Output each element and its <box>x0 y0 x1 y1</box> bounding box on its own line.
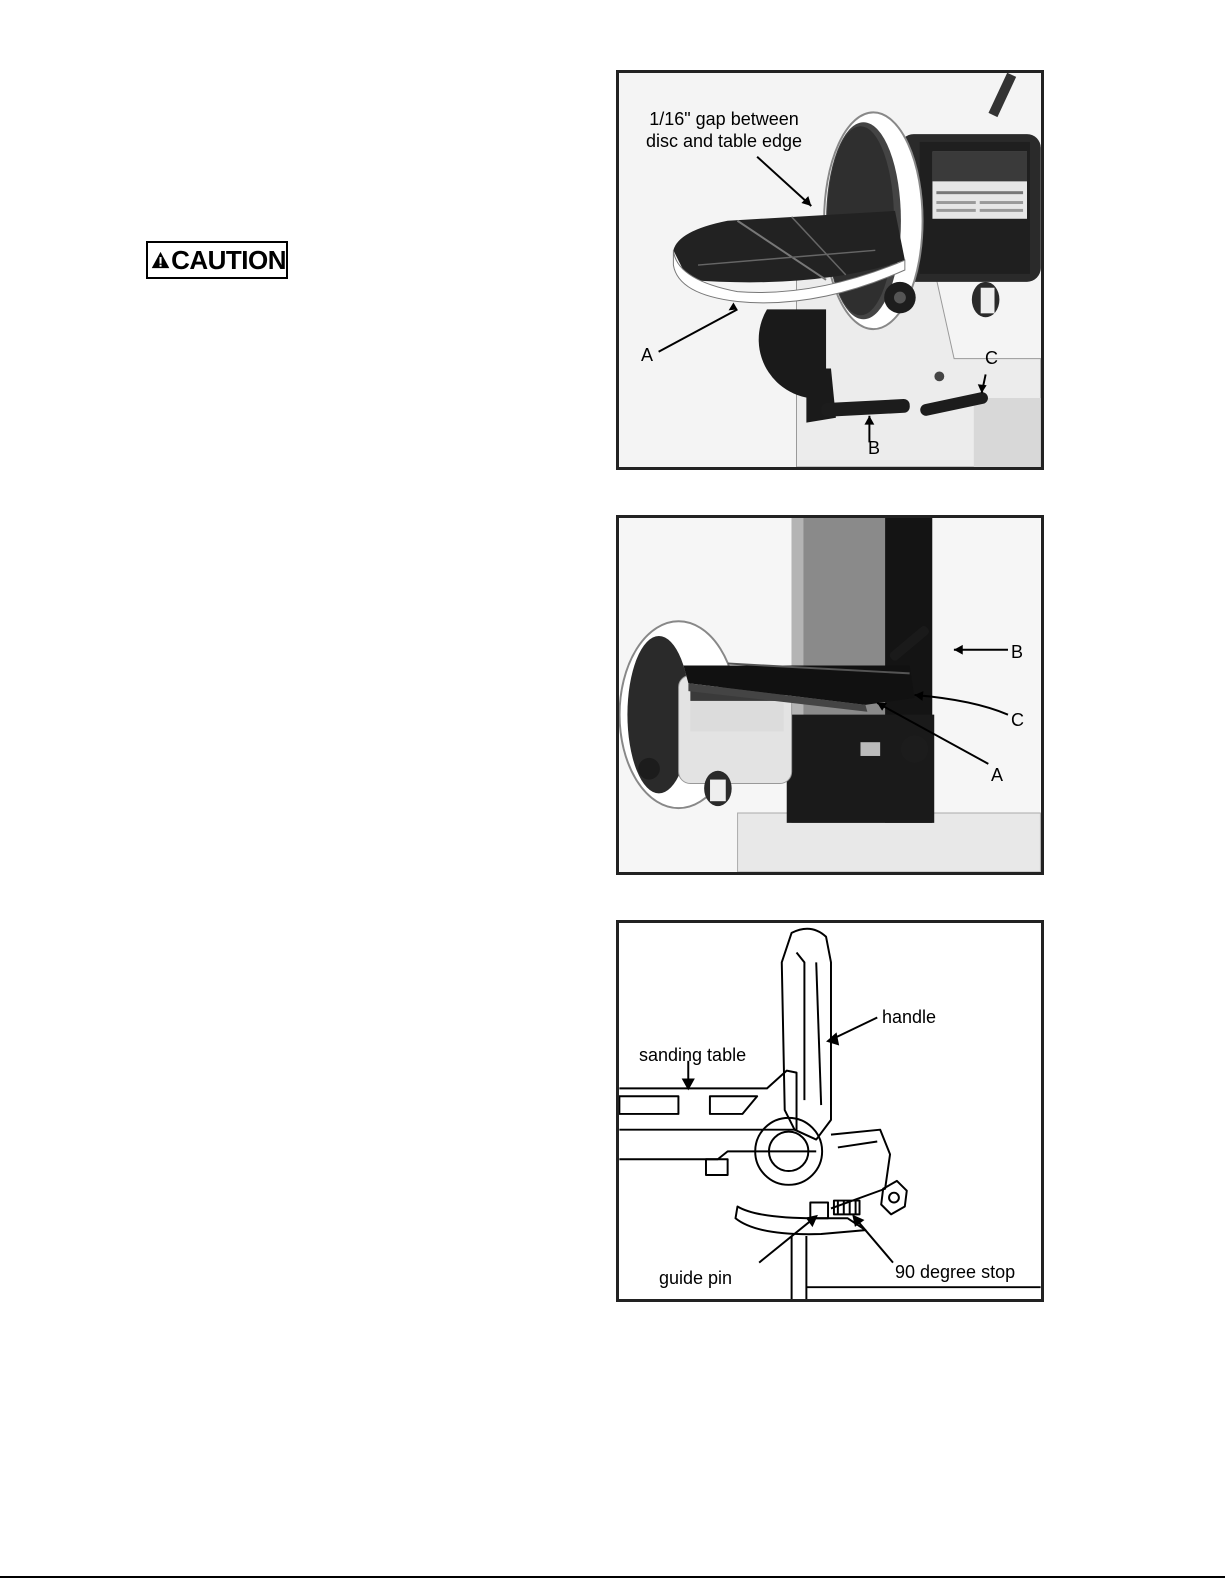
figure-90-degree-stop <box>616 920 1044 1302</box>
caution-badge <box>146 241 288 279</box>
label-90-degree-stop: 90 degree stop <box>895 1262 1016 1282</box>
callout-gap-line2: disc and table edge <box>645 130 803 151</box>
label-a: A <box>991 765 1004 785</box>
label-c: C <box>985 348 998 368</box>
belt-sander-photo <box>619 518 1041 872</box>
label-a: A <box>641 345 654 365</box>
page-footer-rule <box>0 1576 1225 1578</box>
figure-disc-table <box>616 70 1044 470</box>
label-guide-pin: guide pin <box>659 1268 733 1288</box>
label-sanding-table: sanding table <box>639 1045 747 1065</box>
caution-label: CAUTION <box>171 245 286 275</box>
figure-belt-table <box>616 515 1044 875</box>
handle-stop-drawing <box>619 923 1041 1299</box>
label-b: B <box>1011 642 1024 662</box>
label-handle: handle <box>882 1007 937 1027</box>
callout-gap-line1: 1/16" gap between <box>649 109 799 129</box>
warning-triangle-icon <box>151 247 170 273</box>
label-b: B <box>868 438 881 458</box>
callout-gap <box>639 109 809 152</box>
label-c: C <box>1011 710 1024 730</box>
